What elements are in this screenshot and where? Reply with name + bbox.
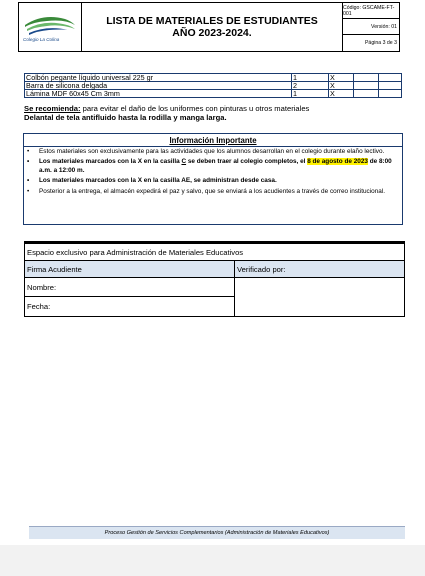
table-row (25, 90, 402, 98)
material-qty: 1 (292, 90, 329, 98)
material-name: Barra de silicona delgada (25, 82, 292, 90)
list-item (24, 177, 402, 185)
page-bottom-margin (0, 545, 425, 576)
info-list (24, 148, 402, 198)
bullet-icon: • (27, 158, 30, 166)
material-qty: 2 (292, 82, 329, 90)
material-ae (354, 90, 379, 98)
empty-cell (379, 90, 402, 98)
firma-label: Firma Acudiente (25, 261, 235, 277)
bullet-icon: • (27, 187, 30, 195)
material-c: X (329, 74, 354, 82)
info-text: Posterior a la entrega, el almacén expedirá el paz y salvo, que se enviará a los acudientes a través de correo institucional. (39, 187, 385, 195)
logo-text: Colegio La Colina (23, 37, 60, 42)
material-ae (354, 82, 379, 90)
admin-body (25, 278, 404, 316)
info-text: C (181, 158, 187, 166)
recommendation-text: para evitar el daño de los uniformes con pinturas u otros materiales (80, 104, 310, 113)
material-c: X (329, 82, 354, 90)
material-name: Colbón pegante líquido universal 225 gr (25, 74, 292, 82)
info-text: Los materiales marcados con la X en la casilla AE, se administran desde casa. (39, 177, 277, 185)
list-item (24, 148, 402, 156)
page-number: Página 3 de 3 (364, 40, 397, 46)
admin-table (24, 241, 405, 317)
document-header (18, 2, 400, 52)
code-label: Código: GSCAME-FT-001 (343, 3, 400, 19)
divider (24, 146, 402, 147)
admin-header: Espacio exclusivo para Administración de Materiales Educativos (27, 247, 244, 257)
empty-cell (379, 82, 402, 90)
nombre-label: Nombre: (25, 278, 234, 297)
material-ae (354, 74, 379, 82)
page-footer: Proceso Gestión de Servicios Complementarios (Administración de Materiales Educativos) (29, 526, 405, 539)
material-qty: 1 (292, 74, 329, 82)
admin-header-row (25, 244, 404, 261)
materials-table (24, 73, 402, 98)
list-item (24, 188, 402, 196)
bullet-icon: • (27, 148, 30, 155)
list-item (24, 158, 402, 175)
highlighted-date: 8 de agosto de 2023 (307, 158, 368, 166)
title-block (82, 3, 343, 51)
recommendation (24, 104, 404, 122)
admin-labels-row (25, 261, 404, 278)
document-subtitle: AÑO 2023-2024. (172, 27, 252, 39)
info-text: se deben traer al colegio completos, el (186, 158, 308, 166)
info-title: Información Importante (169, 136, 257, 145)
recommendation-label: Se recomienda: (24, 104, 81, 113)
bullet-icon: • (27, 177, 30, 185)
verificado-label: Verificado por: (237, 264, 286, 274)
info-text: Los materiales marcados con la X en la casilla (39, 158, 182, 166)
material-name: Lámina MDF 60x45 Cm 3mm (25, 90, 292, 98)
recommendation-item: Delantal de tela antifluido hasta la rodilla y manga larga. (24, 113, 227, 122)
empty-cell (379, 74, 402, 82)
fecha-label: Fecha: (27, 301, 51, 311)
info-box (23, 133, 403, 225)
document-title: LISTA DE MATERIALES DE ESTUDIANTES (106, 15, 318, 27)
admin-left-col (25, 278, 235, 316)
logo (19, 3, 82, 51)
info-text: Estos materiales son exclusivamente para las actividades que los alumnos desarrollan en el colegio durante elaño lectivo. (39, 148, 385, 155)
material-c: X (329, 90, 354, 98)
version-label: Versión: 01 (343, 19, 400, 35)
info-text: de 8:00 a.m. a 12:00 m. (39, 158, 392, 174)
